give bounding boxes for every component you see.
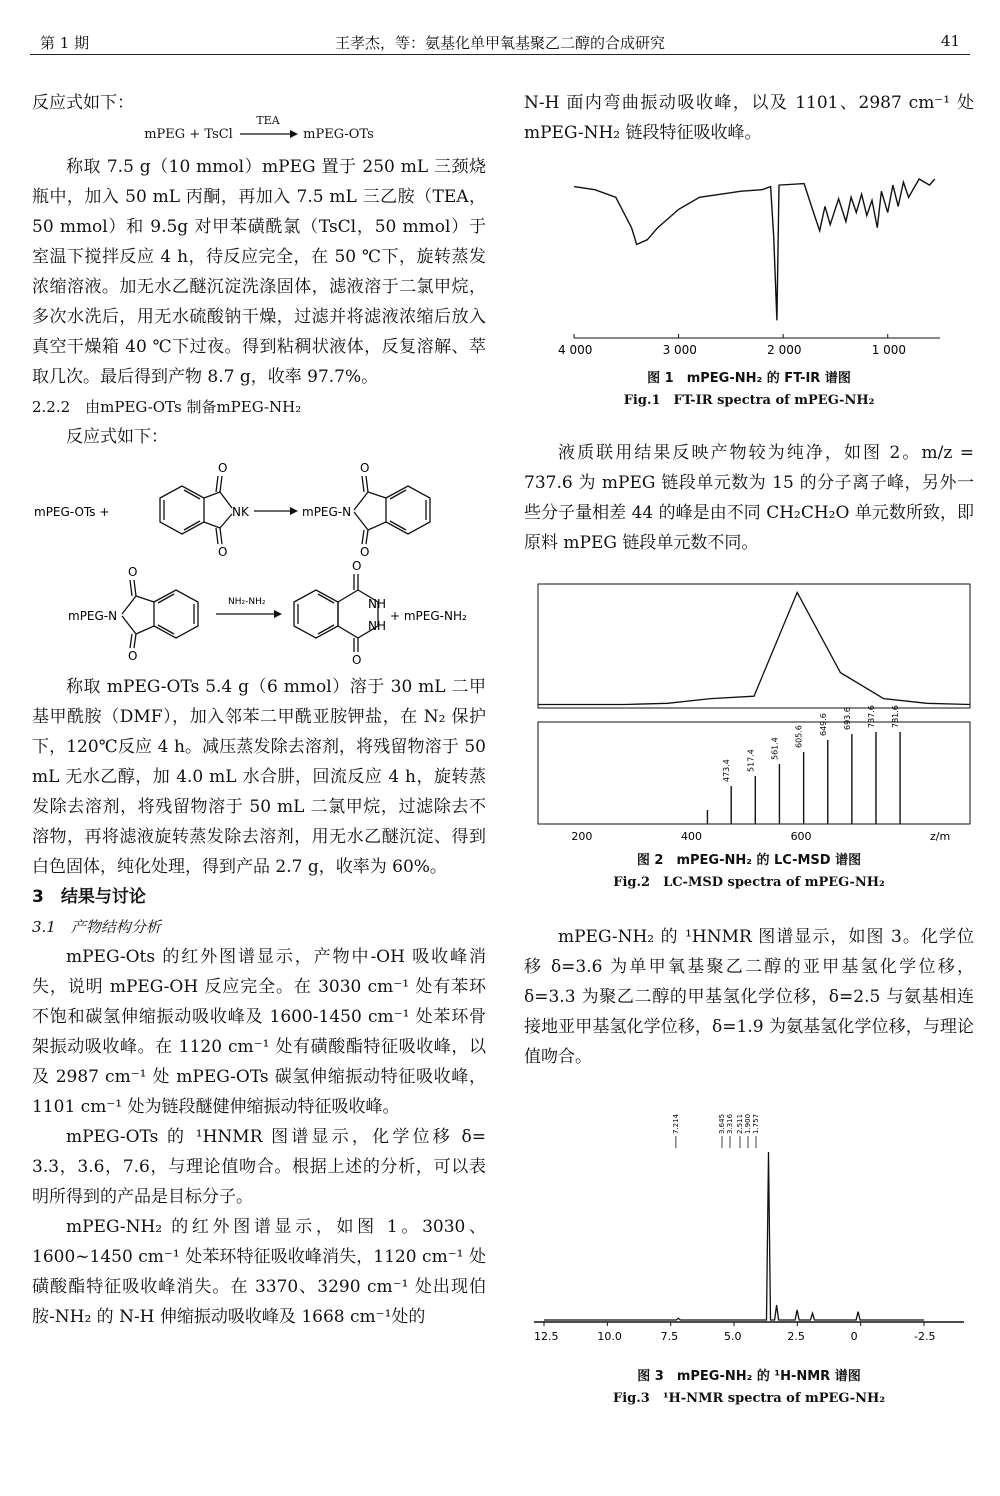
oxygen-label: O <box>218 461 228 475</box>
series-line <box>544 1152 924 1320</box>
figure-3-caption <box>524 1366 974 1410</box>
x-tick-label: 7.5 <box>660 1330 679 1343</box>
lc-chromatogram <box>524 582 974 714</box>
eq-product: mPEG-OTs <box>303 127 374 142</box>
scheme-r2-product: + mPEG-NH₂ <box>390 609 467 623</box>
nmr-peak-label: 3.645 <box>718 1113 726 1134</box>
nmr-peak-label: 1.900 <box>744 1113 752 1134</box>
oxygen-label: O <box>352 653 362 667</box>
ms-peak-label: 561.4 <box>770 737 780 760</box>
x-tick-label: 400 <box>680 830 702 843</box>
scheme-nk: NK <box>232 505 249 519</box>
running-title: 王孝杰，等：氨基化单甲氧基聚乙二醇的合成研究 <box>334 34 665 52</box>
figure-2-caption-cn: 图 2 mPEG-NH₂ 的 LC-MSD 谱图 <box>636 853 862 868</box>
phthalimide-reactant-structure <box>122 580 198 648</box>
figure-1-caption-en: Fig.1 FT-IR spectra of mPEG-NH₂ <box>623 393 875 408</box>
nmr-spectrum <box>524 1108 974 1368</box>
x-tick-label: 12.5 <box>534 1330 559 1343</box>
ms-peak-label: 781.6 <box>891 705 901 728</box>
issue-number: 第 1 期 <box>40 34 90 52</box>
oxygen-label: O <box>360 545 370 559</box>
lcms-paragraph: 液质联用结果反映产物较为纯净，如图 2。m/z = 737.6 为 mPEG 链段单元数为 15 的分子离子峰，另外一些分子量相差 44 的峰是由不同 CH₂CH₂O 单元数所致，即原料 mPEG 链段单元数不同。 <box>524 443 974 553</box>
x-tick-label: 5.0 <box>724 1330 742 1343</box>
plot-frame <box>538 584 970 708</box>
eq-reactants: mPEG + TsCl <box>144 127 233 142</box>
x-tick-label: 2.5 <box>787 1330 805 1343</box>
scheme-r2-reactant: mPEG-N <box>68 609 118 623</box>
reaction-intro-1: 反应式如下： <box>32 93 134 113</box>
oxygen-label: O <box>352 559 362 573</box>
nmr-peak-label: 7.214 <box>671 1113 680 1134</box>
ms-peak-label: 649.6 <box>818 713 828 736</box>
ms-peak-label: 737.6 <box>866 705 876 728</box>
oxygen-label: O <box>128 565 138 579</box>
eq-arrow <box>237 114 299 150</box>
x-tick-label: 3 000 <box>662 343 697 357</box>
reaction-equation-1 <box>32 114 486 150</box>
scheme-reagent: NH₂-NH₂ <box>228 597 266 607</box>
eq-catalyst: TEA <box>256 114 280 127</box>
reaction-intro-2: 反应式如下： <box>66 427 168 447</box>
section-3-heading: 3 结果与讨论 <box>32 887 146 907</box>
nh-label: NH <box>368 597 386 611</box>
section-3-1-heading: 3.1 产物结构分析 <box>32 918 161 936</box>
ir-paragraph: N-H 面内弯曲振动吸收峰，以及 1101、2987 cm⁻¹ 处 mPEG-NH₂ 链段特征吸收峰。 <box>524 93 974 143</box>
ms-peak-label: 693.6 <box>842 707 852 730</box>
series-line <box>538 592 970 704</box>
x-tick-label: 10.0 <box>597 1330 622 1343</box>
x-tick-label: 200 <box>571 830 593 843</box>
results-paragraph-3: mPEG-NH₂ 的红外图谱显示，如图 1。3030、1600~1450 cm⁻¹ 处苯环特征吸收峰消失，1120 cm⁻¹ 处磺酸酯特征吸收峰消失。在 3370、3290 cm⁻¹ 处出现伯胺-NH₂ 的 N-H 伸缩振动吸收峰及 1668 cm⁻¹处的 <box>32 1217 486 1327</box>
scheme-r1-reactant: mPEG-OTs + <box>34 505 110 519</box>
scheme-r1-product: mPEG-N <box>302 505 352 519</box>
figure-1-caption-cn: 图 1 mPEG-NH₂ 的 FT-IR 谱图 <box>647 371 851 386</box>
page-number: 41 <box>940 32 960 50</box>
oxygen-label: O <box>218 545 228 559</box>
figure-1-caption <box>524 368 974 412</box>
figure-3-caption-cn: 图 3 mPEG-NH₂ 的 ¹H-NMR 谱图 <box>637 1369 861 1384</box>
page-header <box>30 22 970 55</box>
ms-peak-label: 473.4 <box>722 759 732 782</box>
plot-frame <box>538 722 970 824</box>
series-line <box>574 179 935 320</box>
nmr-peak-label: 1.757 <box>752 1113 760 1134</box>
arrow-icon <box>216 610 282 618</box>
procedure-paragraph-2: 称取 mPEG-OTs 5.4 g（6 mmol）溶于 30 mL 二甲基甲酰胺（DMF），加入邻苯二甲酰亚胺钾盐，在 N₂ 保护下，120℃反应 4 h。减压蒸发除去溶剂，将残留物溶于 50 mL 无水乙醇，加 4.0 mL 水合肼，回流反应 4 h，旋转蒸发除去溶剂，将残留物溶于 50 mL 二氯甲烷，过滤除去不溶物，再将滤液旋转蒸发除去溶剂，用无水乙醚沉淀、得到白色固体，纯化处理，得到产品 2.7 g，收率为 60%。 <box>32 677 486 877</box>
x-tick-label: 600 <box>790 830 812 843</box>
ms-peak-label: 605.6 <box>794 725 804 748</box>
nmr-peak-label: 3.316 <box>726 1113 734 1134</box>
nh-label: NH <box>368 619 386 633</box>
nmr-peak-label: 2.511 <box>736 1113 744 1134</box>
results-paragraph-1: mPEG-Ots 的红外图谱显示，产物中-OH 吸收峰消失，说明 mPEG-OH 反应完全。在 3030 cm⁻¹ 处有苯环不饱和碳氢伸缩振动吸收峰及 1600-1450 cm⁻¹ 处苯环骨架振动吸收峰。在 1120 cm⁻¹ 处有磺酸酯特征吸收峰，以及 2987 cm⁻¹ 处 mPEG-OTs 碳氢伸缩振动特征吸收峰，1101 cm⁻¹ 处为链段醚健伸缩振动特征吸收峰。 <box>32 947 486 1117</box>
figure-3-caption-en: Fig.3 ¹H-NMR spectra of mPEG-NH₂ <box>612 1391 886 1406</box>
reaction-scheme <box>32 454 486 667</box>
left-column <box>32 88 486 1332</box>
nmr-paragraph: mPEG-NH₂ 的 ¹HNMR 图谱显示，如图 3。化学位移 δ=3.6 为单甲氧基聚乙二醇的亚甲基氢化学位移，δ=3.3 为聚乙二醇的甲基氢化学位移，δ=2.5 与氨基相连接地亚甲基氢化学位移，δ=1.9 为氨基氢化学位移，与理论值吻合。 <box>524 927 974 1067</box>
section-2-2-2: 2.2.2 由mPEG-OTs 制备mPEG-NH₂ <box>32 398 302 416</box>
x-tick-label: 2 000 <box>767 343 802 357</box>
figure-2-caption <box>524 850 974 894</box>
oxygen-label: O <box>360 461 370 475</box>
x-tick-label: 0 <box>850 1330 858 1343</box>
procedure-paragraph-1: 称取 7.5 g（10 mmol）mPEG 置于 250 mL 三颈烧瓶中，加入 50 mL 丙酮，再加入 7.5 mL 三乙胺（TEA，50 mmol）和 9.5g 对甲苯磺酰氯（TsCl，50 mmol）于室温下搅拌反应 4 h，待反应完全，在 50 ℃下，旋转蒸发浓缩溶液。加无水乙醚沉淀洗涤固体，滤液溶于二氯甲烷，多次水洗后，用无水硫酸钠干燥，过滤并将滤液浓缩后放入真空干燥箱 40 ℃下过夜。得到粘稠状液体，反复溶解、萃取几次。最后得到产物 8.7 g，收率 97.7%。 <box>32 157 486 387</box>
x-tick-label: 1 000 <box>871 343 907 357</box>
ms-peak-label: 517.4 <box>746 749 756 772</box>
ms-spectrum <box>524 705 974 844</box>
x-tick-label: -2.5 <box>914 1330 936 1343</box>
figure-2-caption-en: Fig.2 LC-MSD spectra of mPEG-NH₂ <box>613 875 885 890</box>
x-tick-label: 4 000 <box>558 343 593 357</box>
ftir-chart <box>524 168 974 368</box>
right-column <box>524 88 974 1410</box>
phthalhydrazide-structure <box>294 574 378 652</box>
x-axis-unit: z/m <box>930 830 951 843</box>
phthalimide-product-structure <box>354 476 430 544</box>
arrow-icon <box>254 507 298 515</box>
phthalimide-k-structure <box>160 476 232 544</box>
results-paragraph-2: mPEG-OTs 的 ¹HNMR 图谱显示，化学位移 δ= 3.3，3.6，7.6，与理论值吻合。根据上述的分析，可以表明所得到的产品是目标分子。 <box>32 1127 486 1207</box>
oxygen-label: O <box>128 649 138 663</box>
